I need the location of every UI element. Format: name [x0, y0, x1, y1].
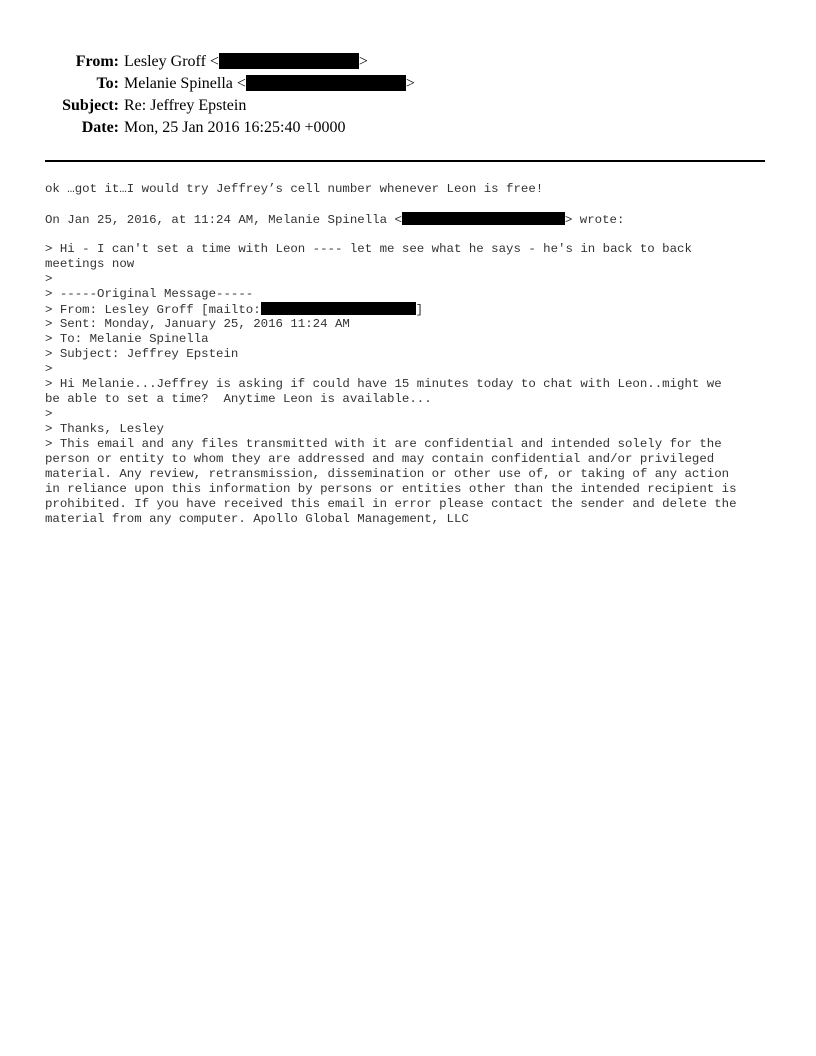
quote-line: be able to set a time? Anytime Leon is available...	[45, 392, 432, 406]
email-header	[0, 51, 816, 139]
header-divider	[45, 160, 765, 162]
disclaimer-line: in reliance upon this information by persons or entities other than the intended recipient is	[45, 482, 737, 496]
original-sent-line: > Sent: Monday, January 25, 2016 11:24 AM	[45, 317, 350, 331]
original-from-line: > From: Lesley Groff [mailto: ]	[45, 303, 424, 317]
quote-line: >	[45, 272, 53, 286]
subject-value: Re: Jeffrey Epstein	[124, 97, 247, 114]
disclaimer-line: prohibited. If you have received this email in error please contact the sender and delete the	[45, 497, 737, 511]
blank-line	[45, 227, 775, 242]
quote-line: > Hi - I can't set a time with Leon ---- let me see what he says - he's in back to back	[45, 242, 692, 256]
quote-line: > Hi Melanie...Jeffrey is asking if could have 15 minutes today to chat with Leon..might we	[45, 377, 722, 391]
from-row	[0, 51, 816, 73]
from-label: From:	[75, 53, 119, 70]
email-body	[45, 182, 775, 527]
redaction-block	[402, 212, 565, 225]
subject-label: Subject:	[62, 97, 119, 114]
subject-row	[0, 95, 816, 117]
date-row	[0, 117, 816, 139]
to-value: Melanie Spinella < >	[124, 75, 415, 92]
attribution-line: On Jan 25, 2016, at 11:24 AM, Melanie Spinella < > wrote:	[45, 213, 625, 227]
original-subject-line: > Subject: Jeffrey Epstein	[45, 347, 239, 361]
original-to-line: > To: Melanie Spinella	[45, 332, 209, 346]
blank-line	[45, 197, 775, 212]
to-row	[0, 73, 816, 95]
quote-line: >	[45, 407, 53, 421]
date-value: Mon, 25 Jan 2016 16:25:40 +0000	[124, 119, 346, 136]
redaction-block	[261, 302, 416, 315]
redaction-block	[219, 53, 359, 69]
disclaimer-line: person or entity to whom they are addressed and may contain confidential and/or privileged	[45, 452, 715, 466]
from-value: Lesley Groff < >	[124, 53, 368, 70]
to-label: To:	[96, 75, 119, 92]
disclaimer-line: > This email and any files transmitted with it are confidential and intended solely for the	[45, 437, 722, 451]
disclaimer-line: material from any computer. Apollo Global Management, LLC	[45, 512, 469, 526]
quote-line: meetings now	[45, 257, 135, 271]
redaction-block	[246, 75, 406, 91]
disclaimer-line: material. Any review, retransmission, dissemination or other use of, or taking of any action	[45, 467, 730, 481]
reply-line: ok …got it…I would try Jeffrey’s cell number whenever Leon is free!	[45, 182, 544, 196]
original-message-marker: > -----Original Message-----	[45, 287, 254, 301]
signoff-line: > Thanks, Lesley	[45, 422, 164, 436]
quote-line: >	[45, 362, 53, 376]
date-label: Date:	[81, 119, 119, 136]
